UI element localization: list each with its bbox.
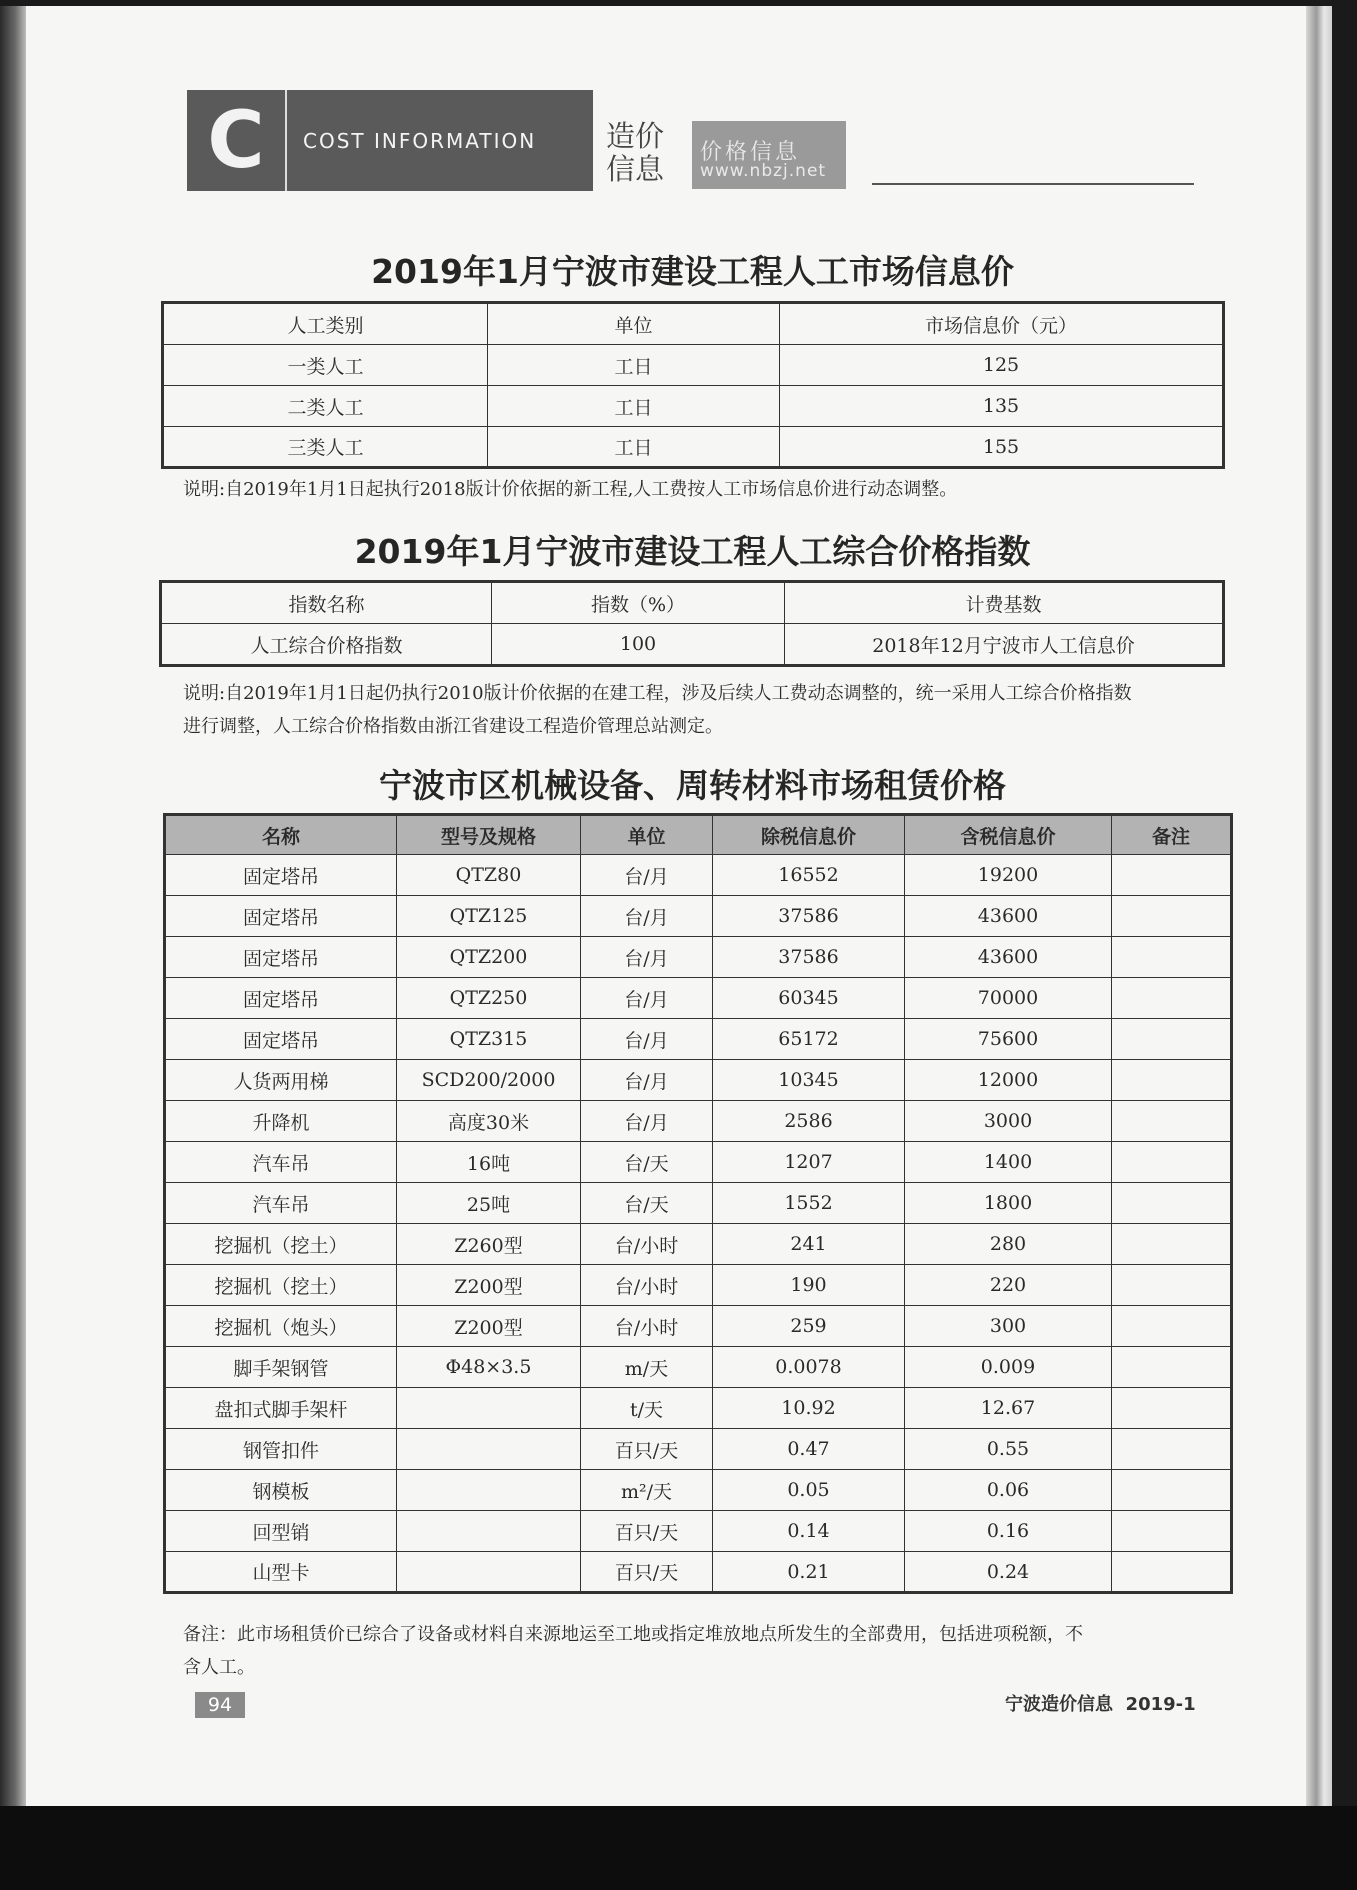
- table-cell: 固定塔吊: [165, 896, 397, 937]
- table-cell: 190: [713, 1265, 905, 1306]
- table-cell: 2586: [713, 1101, 905, 1142]
- table-cell: 2018年12月宁波市人工信息价: [785, 624, 1224, 666]
- table-cell: [1112, 1511, 1232, 1552]
- table-cell: 0.16: [905, 1511, 1112, 1552]
- table-row: [165, 937, 1232, 978]
- table-cell: 脚手架钢管: [165, 1347, 397, 1388]
- table-row: [163, 386, 1224, 427]
- book-spine: [0, 6, 26, 1806]
- table-cell: [397, 1388, 581, 1429]
- labor-index-title: 2019年1月宁波市建设工程人工综合价格指数: [354, 532, 1031, 571]
- table-cell: QTZ250: [397, 978, 581, 1019]
- cost-information-label: COST INFORMATION: [303, 128, 537, 153]
- rental-note-line2: 含人工。: [183, 1657, 255, 1678]
- table-cell: 37586: [713, 937, 905, 978]
- table-cell: 0.0078: [713, 1347, 905, 1388]
- table-cell: 三类人工: [163, 427, 488, 468]
- table-cell: 12000: [905, 1060, 1112, 1101]
- table-cell: 台/月: [581, 855, 713, 896]
- table-cell: t/天: [581, 1388, 713, 1429]
- table-cell: 259: [713, 1306, 905, 1347]
- table-cell: m²/天: [581, 1470, 713, 1511]
- table-cell: [1112, 1306, 1232, 1347]
- table-cell: 钢管扣件: [165, 1429, 397, 1470]
- table-cell: 固定塔吊: [165, 978, 397, 1019]
- labor-index-table: [159, 580, 1225, 667]
- scan-bottom-border: [0, 1806, 1357, 1890]
- table-row: [165, 1306, 1232, 1347]
- table-cell: 固定塔吊: [165, 855, 397, 896]
- table-cell: 0.21: [713, 1552, 905, 1593]
- table-cell: 1400: [905, 1142, 1112, 1183]
- table-cell: 300: [905, 1306, 1112, 1347]
- table-row: [165, 1347, 1232, 1388]
- table-cell: 0.24: [905, 1552, 1112, 1593]
- column-header: 单位: [488, 303, 780, 345]
- table-cell: [1112, 1019, 1232, 1060]
- table-cell: 二类人工: [163, 386, 488, 427]
- c-logo-icon: C: [187, 90, 287, 191]
- table-cell: 0.06: [905, 1470, 1112, 1511]
- table-row: [165, 1142, 1232, 1183]
- table-row: [165, 1470, 1232, 1511]
- table-cell: [397, 1470, 581, 1511]
- table-row: [165, 896, 1232, 937]
- table-cell: 10.92: [713, 1388, 905, 1429]
- table-cell: Z200型: [397, 1265, 581, 1306]
- table-cell: 挖掘机（挖土）: [165, 1265, 397, 1306]
- table-cell: [1112, 1101, 1232, 1142]
- table-cell: 0.55: [905, 1429, 1112, 1470]
- table-cell: [1112, 1470, 1232, 1511]
- table-cell: QTZ315: [397, 1019, 581, 1060]
- column-header: 指数名称: [161, 582, 492, 624]
- table-cell: [1112, 896, 1232, 937]
- column-header: 人工类别: [163, 303, 488, 345]
- table-row: [165, 855, 1232, 896]
- table-cell: 70000: [905, 978, 1112, 1019]
- table-cell: SCD200/2000: [397, 1060, 581, 1101]
- table-row: [163, 427, 1224, 468]
- zaojia-xinxi-label: 造价 信息: [606, 119, 665, 186]
- column-header: 计费基数: [785, 582, 1224, 624]
- table-cell: 钢模板: [165, 1470, 397, 1511]
- table-row: [165, 1060, 1232, 1101]
- table-cell: 3000: [905, 1101, 1112, 1142]
- table-cell: Z200型: [397, 1306, 581, 1347]
- table-cell: 台/月: [581, 896, 713, 937]
- table-cell: 65172: [713, 1019, 905, 1060]
- table-cell: 75600: [905, 1019, 1112, 1060]
- table-cell: 0.05: [713, 1470, 905, 1511]
- column-header: 型号及规格: [397, 815, 581, 855]
- table-cell: 台/月: [581, 1019, 713, 1060]
- table-cell: 挖掘机（炮头）: [165, 1306, 397, 1347]
- table-row: [165, 1101, 1232, 1142]
- table-cell: 工日: [488, 345, 780, 386]
- table-cell: 台/小时: [581, 1306, 713, 1347]
- table-cell: 0.14: [713, 1511, 905, 1552]
- header-banner: [187, 90, 593, 191]
- table-cell: [1112, 978, 1232, 1019]
- table-cell: 280: [905, 1224, 1112, 1265]
- table-cell: 台/月: [581, 1101, 713, 1142]
- table-cell: 37586: [713, 896, 905, 937]
- table-cell: 100: [492, 624, 785, 666]
- table-cell: 百只/天: [581, 1552, 713, 1593]
- table-cell: QTZ200: [397, 937, 581, 978]
- page-edge: [1306, 6, 1332, 1806]
- table-cell: 人货两用梯: [165, 1060, 397, 1101]
- table-cell: 工日: [488, 427, 780, 468]
- table-cell: [1112, 1265, 1232, 1306]
- table-cell: 台/天: [581, 1142, 713, 1183]
- table-cell: 升降机: [165, 1101, 397, 1142]
- table-cell: m/天: [581, 1347, 713, 1388]
- table-cell: 高度30米: [397, 1101, 581, 1142]
- table-cell: 16552: [713, 855, 905, 896]
- table-cell: 16吨: [397, 1142, 581, 1183]
- table-cell: 台/月: [581, 978, 713, 1019]
- rental-title: 宁波市区机械设备、周转材料市场租赁价格: [379, 766, 1006, 805]
- table-cell: 回型销: [165, 1511, 397, 1552]
- page-number: 94: [195, 1692, 245, 1718]
- table-cell: 135: [780, 386, 1224, 427]
- table-cell: [1112, 1347, 1232, 1388]
- table-row: [165, 1183, 1232, 1224]
- table-row: [165, 978, 1232, 1019]
- table-cell: 汽车吊: [165, 1183, 397, 1224]
- table-cell: 台/天: [581, 1183, 713, 1224]
- labor-index-note-line1: 说明:自2019年1月1日起仍执行2010版计价依据的在建工程，涉及后续人工费动态调整的，统一采用人工综合价格指数: [183, 683, 1132, 704]
- table-cell: Z260型: [397, 1224, 581, 1265]
- rental-price-table: [163, 813, 1233, 1594]
- table-cell: 百只/天: [581, 1429, 713, 1470]
- table-cell: [1112, 1183, 1232, 1224]
- header-rule: [872, 183, 1194, 185]
- table-row: [165, 1552, 1232, 1593]
- table-row: [165, 1265, 1232, 1306]
- table-cell: 19200: [905, 855, 1112, 896]
- table-row: [165, 1429, 1232, 1470]
- table-cell: 60345: [713, 978, 905, 1019]
- column-header: 名称: [165, 815, 397, 855]
- table-cell: 盘扣式脚手架杆: [165, 1388, 397, 1429]
- table-cell: 43600: [905, 896, 1112, 937]
- table-cell: 台/小时: [581, 1265, 713, 1306]
- table-cell: 工日: [488, 386, 780, 427]
- table-cell: 挖掘机（挖土）: [165, 1224, 397, 1265]
- table-cell: QTZ125: [397, 896, 581, 937]
- table-cell: [1112, 855, 1232, 896]
- publication-footer: 宁波造价信息 2019-1: [1005, 1694, 1196, 1715]
- table-row: [165, 1224, 1232, 1265]
- rental-note-line1: 备注：此市场租赁价已综合了设备或材料自来源地运至工地或指定堆放地点所发生的全部费用，包括进项税额，不: [183, 1624, 1083, 1645]
- table-cell: 台/月: [581, 937, 713, 978]
- table-cell: 一类人工: [163, 345, 488, 386]
- table-row: [165, 1511, 1232, 1552]
- table-cell: [1112, 1060, 1232, 1101]
- table-cell: [1112, 1552, 1232, 1593]
- table-cell: 1207: [713, 1142, 905, 1183]
- labor-price-title: 2019年1月宁波市建设工程人工市场信息价: [371, 252, 1014, 291]
- website-url: www.nbzj.net: [700, 161, 827, 181]
- table-cell: 汽车吊: [165, 1142, 397, 1183]
- table-cell: 人工综合价格指数: [161, 624, 492, 666]
- table-cell: 220: [905, 1265, 1112, 1306]
- table-cell: 固定塔吊: [165, 937, 397, 978]
- table-row: [161, 624, 1224, 666]
- table-cell: [397, 1511, 581, 1552]
- table-cell: [1112, 1142, 1232, 1183]
- table-cell: 0.47: [713, 1429, 905, 1470]
- column-header: 指数（%）: [492, 582, 785, 624]
- column-header: 含税信息价: [905, 815, 1112, 855]
- table-row: [165, 1388, 1232, 1429]
- table-cell: 43600: [905, 937, 1112, 978]
- table-cell: 155: [780, 427, 1224, 468]
- table-cell: 百只/天: [581, 1511, 713, 1552]
- table-cell: 山型卡: [165, 1552, 397, 1593]
- table-cell: 12.67: [905, 1388, 1112, 1429]
- table-cell: [1112, 1224, 1232, 1265]
- column-header: 除税信息价: [713, 815, 905, 855]
- table-cell: 10345: [713, 1060, 905, 1101]
- table-row: [163, 345, 1224, 386]
- table-cell: [397, 1429, 581, 1470]
- labor-index-note-line2: 进行调整，人工综合价格指数由浙江省建设工程造价管理总站测定。: [183, 716, 723, 737]
- table-cell: [1112, 1429, 1232, 1470]
- table-cell: 固定塔吊: [165, 1019, 397, 1060]
- table-cell: Φ48×3.5: [397, 1347, 581, 1388]
- table-cell: [397, 1552, 581, 1593]
- table-cell: 25吨: [397, 1183, 581, 1224]
- table-cell: 241: [713, 1224, 905, 1265]
- labor-price-table: [161, 301, 1225, 469]
- table-cell: 125: [780, 345, 1224, 386]
- table-cell: [1112, 937, 1232, 978]
- website-badge: [692, 121, 846, 189]
- table-cell: 1800: [905, 1183, 1112, 1224]
- labor-price-note: 说明:自2019年1月1日起执行2018版计价依据的新工程,人工费按人工市场信息价进行动态调整。: [183, 479, 958, 500]
- table-cell: 1552: [713, 1183, 905, 1224]
- column-header: 备注: [1112, 815, 1232, 855]
- table-row: [165, 1019, 1232, 1060]
- table-cell: 台/月: [581, 1060, 713, 1101]
- price-info-label: 价格信息: [700, 140, 801, 165]
- table-cell: [1112, 1388, 1232, 1429]
- table-cell: 台/小时: [581, 1224, 713, 1265]
- table-cell: 0.009: [905, 1347, 1112, 1388]
- column-header: 单位: [581, 815, 713, 855]
- table-cell: QTZ80: [397, 855, 581, 896]
- column-header: 市场信息价（元）: [780, 303, 1224, 345]
